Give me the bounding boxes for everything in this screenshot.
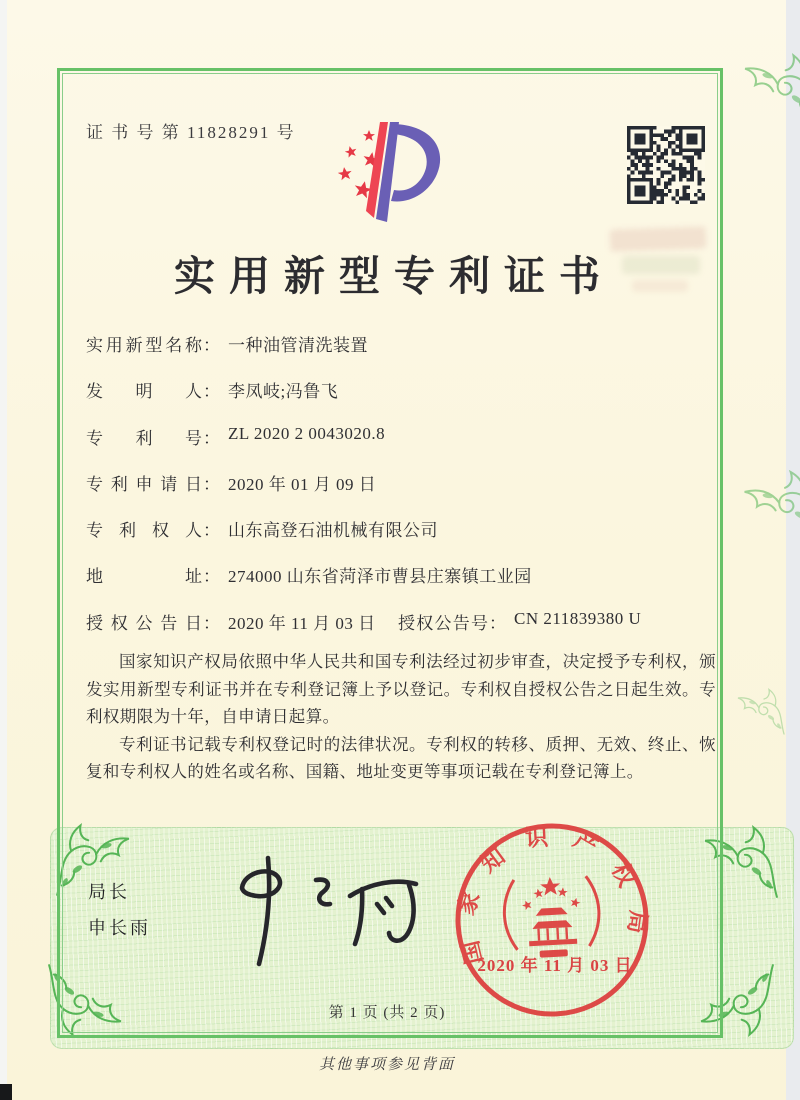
flourish-icon xyxy=(736,686,786,736)
field-row-patentee: 专利权人 ： 山东高登石油机械有限公司 xyxy=(86,516,716,562)
field-value: 李凤岐;冯鲁飞 xyxy=(228,382,339,402)
field-value: 274000 山东省菏泽市曹县庄寨镇工业园 xyxy=(228,567,532,587)
field-grant-number: 授权公告号 ： CN 211839380 U xyxy=(398,608,642,633)
legal-paragraph-1: 国家知识产权局依照中华人民共和国专利法经过初步审查，决定授予专利权，颁发实用新型专利证书并在专利登记簿上予以登记。专利权自授权公告之日起生效。专利权期限为十年，自申请日起算。 xyxy=(86,652,716,726)
field-row-grant-date: 授权公告日 ： 2020 年 11 月 03 日 授权公告号 ： CN 211839380 U xyxy=(86,608,642,633)
handwritten-signature xyxy=(212,852,427,970)
cnipa-seal-icon xyxy=(447,815,657,1025)
field-value: 山东高登石油机械有限公司 xyxy=(228,521,438,541)
certificate-number: 证 书 号 第 11828291 号 xyxy=(86,123,296,142)
field-value: CN 211839380 U xyxy=(514,608,642,628)
legal-paragraph-2: 专利证书记载专利权登记时的法律状况。专利权的转移、质押、无效、终止、恢复和专利权人的姓名或名称、国籍、地址变更等事项记载在专利登记簿上。 xyxy=(86,734,716,781)
field-label: 授权公告日 xyxy=(86,613,202,633)
qr-code xyxy=(627,126,705,204)
field-row-patent-no: 专利号 ： ZL 2020 2 0043020.8 xyxy=(86,423,386,448)
field-value: 2020 年 01 月 09 日 xyxy=(228,474,377,494)
seal-arc-text: 国家知识产权局 xyxy=(452,823,652,967)
field-label: 发明人 xyxy=(86,382,202,402)
field-value: ZL 2020 2 0043020.8 xyxy=(228,423,386,443)
field-label: 地址 xyxy=(86,567,202,587)
logo-p-bowl xyxy=(391,124,440,201)
cnipa-logo-icon xyxy=(333,112,465,234)
back-side-note: 其他事项参见背面 xyxy=(318,1057,455,1073)
scan-edge-left xyxy=(0,0,7,1100)
field-label: 授权公告号 xyxy=(398,613,488,633)
field-row-filing-date: 专利申请日 ： 2020 年 01 月 09 日 xyxy=(86,470,716,516)
legal-text xyxy=(86,648,716,786)
field-label: 专利申请日 xyxy=(86,474,202,494)
field-row-inventor: 发明人 ： 李凤岐;冯鲁飞 xyxy=(86,377,716,423)
page-number-note: 第 1 页 (共 2 页) xyxy=(328,1005,446,1021)
field-value: 一种油管清洗装置 xyxy=(228,336,368,355)
signer-title: 局长 xyxy=(88,882,130,902)
field-value: 2020 年 11 月 03 日 xyxy=(228,613,376,633)
national-emblem-icon xyxy=(503,875,602,960)
flourish-icon xyxy=(739,463,800,551)
certificate-title: 实用新型专利证书 xyxy=(174,253,614,299)
field-row-address: 地址 ： 274000 山东省菏泽市曹县庄寨镇工业园 xyxy=(86,562,716,608)
field-list xyxy=(86,331,716,655)
seal-date: 2020 年 11 月 03 日 xyxy=(477,956,633,975)
field-row-name: 实用新型名称 ： 一种油管清洗装置 xyxy=(86,331,716,377)
scan-corner-shadow xyxy=(0,1084,12,1100)
field-label: 实用新型名称 xyxy=(86,336,202,355)
signer-name: 申长雨 xyxy=(88,918,151,938)
field-label: 专利权人 xyxy=(86,521,202,541)
flourish-icon xyxy=(742,50,800,128)
field-label: 专利号 xyxy=(86,428,202,448)
